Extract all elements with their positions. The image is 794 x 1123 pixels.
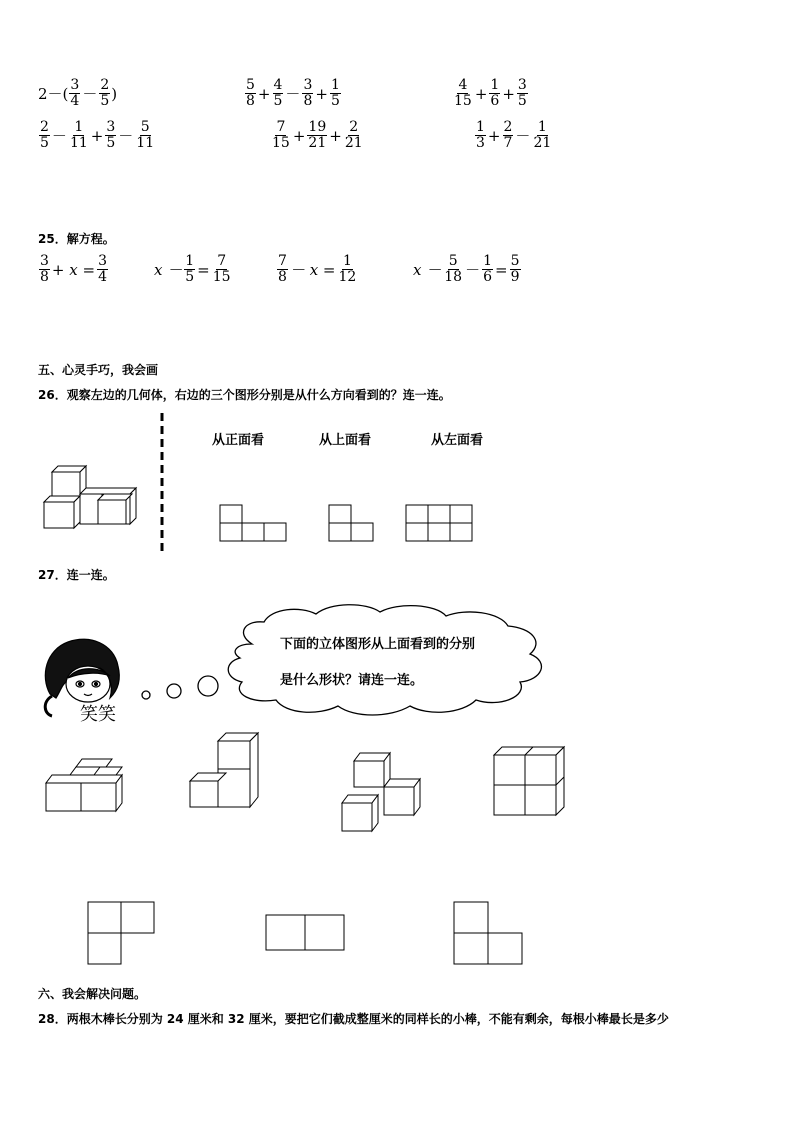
fraction: $\frac{7}{15}$ <box>212 253 231 285</box>
fraction: $\frac{5}{9}$ <box>510 253 520 285</box>
view-label-top: 从上面看 <box>319 433 372 448</box>
view-label-left: 从左面看 <box>431 433 484 448</box>
q28-title: 28．两根木棒长分别为 24 厘米和 32 厘米，要把它们截成整厘米的同样长的小棒，不能有剩余，每根小棒最长是多少 <box>38 1012 669 1026</box>
equation-4: x － $\frac{5}{18}$ － $\frac{1}{6}$ = $\frac{5}{9}$ <box>413 253 520 285</box>
fraction: $\frac{3}{5}$ <box>517 77 527 109</box>
section6-title: 六、我会解决问题。 <box>38 987 147 1001</box>
q26-title: 26．观察左边的几何体，右边的三个图形分别是从什么方向看到的？连一连。 <box>38 388 451 402</box>
q26-view-shape-2 <box>329 505 379 545</box>
bubble-line-2: 是什么形状？请连一连。 <box>280 673 424 688</box>
fraction: $\frac{3}{5}$ <box>106 119 116 151</box>
fraction: $\frac{1}{6}$ <box>490 77 500 109</box>
fraction: $\frac{2}{7}$ <box>503 119 513 151</box>
q27-view-3 <box>454 902 526 968</box>
fraction: $\frac{7}{8}$ <box>278 253 287 285</box>
q25-title: 25．解方程。 <box>38 232 115 246</box>
q26-view-shape-1 <box>220 505 290 545</box>
dashed-separator <box>160 413 164 553</box>
expression-4: $\frac{2}{5}$ － $\frac{1}{11}$ + $\frac{3}{5}$ － $\frac{5}{11}$ <box>40 119 155 151</box>
fraction: $\frac{7}{15}$ <box>272 119 290 151</box>
fraction: $\frac{1}{21}$ <box>533 119 552 151</box>
fraction: $\frac{3}{4}$ <box>70 77 80 109</box>
q26-view-shape-3 <box>406 505 476 545</box>
fraction: $\frac{3}{4}$ <box>98 253 107 285</box>
fraction: $\frac{1}{3}$ <box>476 119 485 151</box>
equation-3: $\frac{7}{8}$ － x = $\frac{1}{12}$ <box>278 253 357 285</box>
view-label-front: 从正面看 <box>212 433 265 448</box>
fraction: $\frac{1}{6}$ <box>483 253 492 285</box>
fraction: $\frac{2}{21}$ <box>344 119 363 151</box>
expression-1: 2－( $\frac{3}{4}$ － $\frac{2}{5}$ ) <box>38 77 118 109</box>
section5-title: 五、心灵手巧，我会画 <box>38 363 159 377</box>
q27-view-2 <box>266 915 348 953</box>
expression-5: $\frac{7}{15}$ + $\frac{19}{21}$ + $\frac{2}{21}$ <box>272 119 363 151</box>
q27-solid-1 <box>42 755 132 815</box>
equation-2: x － $\frac{1}{5}$ = $\frac{7}{15}$ <box>154 253 231 285</box>
q27-solid-3 <box>340 745 430 835</box>
character-name: 笑笑 <box>80 704 116 725</box>
q26-solid-figure <box>40 470 150 530</box>
fraction: $\frac{1}{5}$ <box>330 77 340 109</box>
fraction: $\frac{5}{11}$ <box>136 119 155 151</box>
thought-bubble <box>140 600 580 720</box>
fraction: $\frac{19}{21}$ <box>308 119 327 151</box>
fraction: $\frac{3}{8}$ <box>303 77 313 109</box>
q27-solid-2 <box>188 735 268 815</box>
expression-2: $\frac{5}{8}$ + $\frac{4}{5}$ － $\frac{3}{8}$ + $\frac{1}{5}$ <box>246 77 340 109</box>
fraction: $\frac{4}{5}$ <box>273 77 283 109</box>
expr1-lead: 2－( <box>38 85 69 103</box>
fraction: $\frac{3}{8}$ <box>40 253 49 285</box>
fraction: $\frac{1}{5}$ <box>185 253 195 285</box>
fraction: $\frac{4}{15}$ <box>454 77 472 109</box>
q27-view-1 <box>88 902 158 968</box>
fraction: $\frac{2}{5}$ <box>40 119 49 151</box>
q27-title: 27．连一连。 <box>38 568 115 582</box>
fraction: $\frac{5}{18}$ <box>444 253 463 285</box>
equation-1: $\frac{3}{8}$ + x = $\frac{3}{4}$ <box>40 253 107 285</box>
expression-6: $\frac{1}{3}$ + $\frac{2}{7}$ － $\frac{1}{21}$ <box>476 119 552 151</box>
fraction: $\frac{1}{12}$ <box>338 253 357 285</box>
fraction: $\frac{5}{8}$ <box>246 77 255 109</box>
expression-3: $\frac{4}{15}$ + $\frac{1}{6}$ + $\frac{3}{5}$ <box>454 77 527 109</box>
fraction: $\frac{1}{11}$ <box>69 119 88 151</box>
fraction: $\frac{2}{5}$ <box>100 77 110 109</box>
q27-solid-4 <box>492 745 572 825</box>
bubble-line-1: 下面的立体图形从上面看到的分别 <box>280 637 476 652</box>
